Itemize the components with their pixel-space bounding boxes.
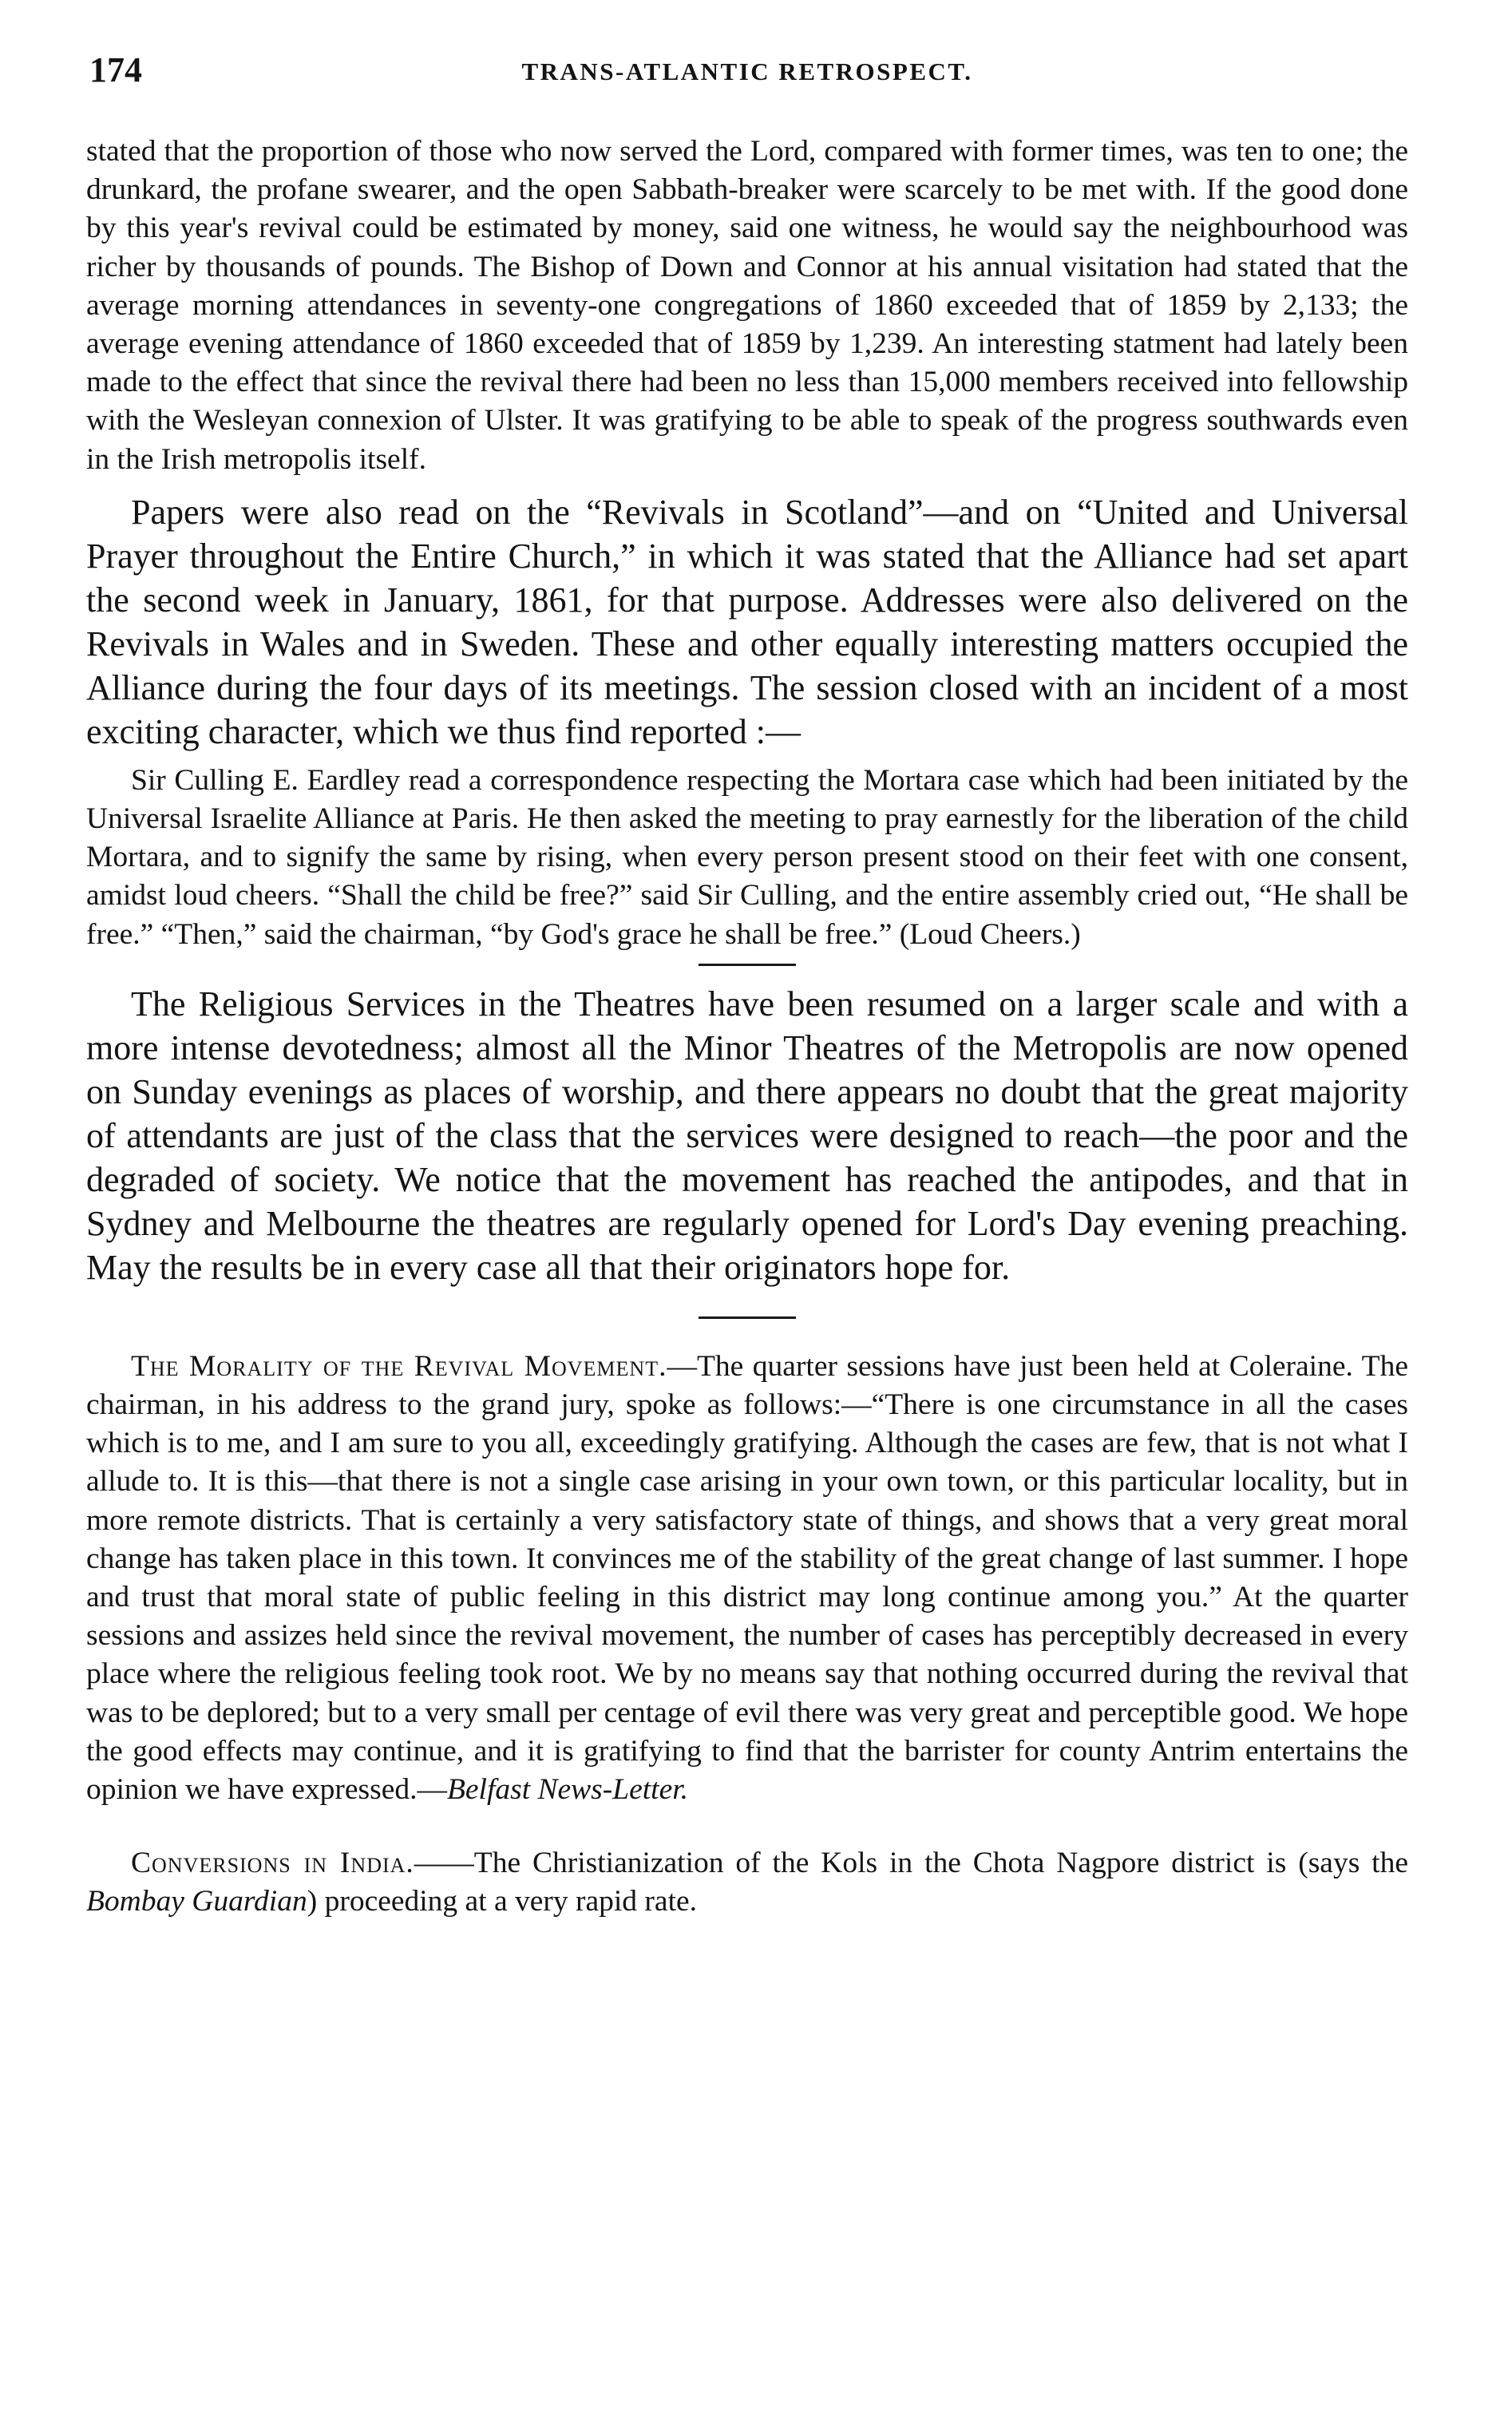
paragraph-alliance-report: stated that the proportion of those who now served the Lord, compared with former times, was ten to one; the drunkard, the profane swearer, and the open Sabbath-breaker were scarcely to be met with. If the good done by this year's revival could be estimated by money, said one witness, he would say the neighbourhood was richer by thousands of pounds. The Bishop of Down and Connor at his annual visitation had stated that the average morning attendances in seventy-one congregations of 1860 exceeded that of 1859 by 2,133; the average evening attendance of 1860 exceeded that of 1859 by 1,239. An interesting statment had lately been made to the effect that since the revival there had been no less than 15,000 members received into fellowship with the Wesleyan connexion of Ulster. It was gratifying to be able to speak of the progress southwards even in the Irish metropolis itself. [86, 135, 1408, 476]
page-header [86, 49, 1408, 94]
section-heading: Conversions in India. [131, 1847, 414, 1880]
paragraph-morality-revival [86, 1348, 1408, 1809]
running-head: TRANS-ATLANTIC RETROSPECT. [521, 57, 973, 85]
source-citation: Belfast News-Letter. [446, 1773, 689, 1807]
source-citation: Bombay Guardian [86, 1885, 307, 1918]
paragraph-text: ——The Christianization of the Kols in the Chota Nagpore district is (says the [414, 1847, 1408, 1880]
paragraph-conversions-india [86, 1844, 1408, 1921]
paragraph-text: ) proceeding at a very rapid rate. [307, 1885, 698, 1918]
paragraph-mortara-case: Sir Culling E. Eardley read a correspondence respecting the Mortara case which had been initiated by the Universal Israelite Alliance at Paris. He then asked the meeting to pray earnestly for the liberation of the child Mortara, and to signify the same by rising, when every person present stood on their feet with one consent, amidst loud cheers. “Shall the child be free?” said Sir Culling, and the entire assembly cried out, “He shall be free.” “Then,” said the chairman, “by God's grace he shall be free.” (Loud Cheers.) [86, 763, 1408, 951]
section-divider [699, 964, 796, 966]
paragraph-text: —The quarter sessions have just been held at Coleraine. The chairman, in his address to the grand jury, spoke as follows:—“There is one circumstance in all the cases which is to me, and I am sure to you all, exceedingly gratifying. Although the cases are few, that is not what I allude to. It is this—that there is not a single case arising in your own town, or this particular locality, but in more remote districts. That is certainly a very satisfactory state of things, and shows that a very great moral change has taken place in this town. It convinces me of the stability of the great change of last summer. I hope and trust that moral state of public feeling in this district may long continue among you.” At the quarter sessions and assizes held since the revival movement, the number of cases has perceptibly decreased in every place where the religious feeling took root. We by no means say that nothing occurred during the revival that was to be deplored; but to a very small per centage of evil there was very great and perceptible good. We hope the good effects may continue, and it is gratifying to find that the barrister for county Antrim entertains the opinion we have expressed.— [86, 1349, 1408, 1807]
section-divider [699, 1316, 796, 1319]
paragraph-papers-read: Papers were also read on the “Revivals in Scotland”—and on “United and Universal Prayer throughout the Entire Church,” in which it was stated that the Alliance had set apart the second week in January, 1861, for that purpose. Addresses were also delivered on the Revivals in Wales and in Sweden. These and other equally interesting matters occupied the Alliance during the four days of its meetings. The session closed with an incident of a most exciting character, which we thus find reported :— [86, 492, 1408, 751]
paragraph-theatre-services: The Religious Services in the Theatres have been resumed on a larger scale and with a more intense devotedness; almost all the Minor Theatres of the Metropolis are now opened on Sunday evenings as places of worship, and there appears no doubt that the great majority of attendants are just of the class that the services were designed to reach—the poor and the degraded of society. We notice that the movement has reached the antipodes, and that in Sydney and Melbourne the theatres are regularly opened for Lord's Day evening preaching. May the results be in every case all that their originators hope for. [86, 984, 1408, 1287]
section-heading: The Morality of the Revival Movement. [131, 1349, 667, 1383]
page-number: 174 [89, 50, 142, 89]
